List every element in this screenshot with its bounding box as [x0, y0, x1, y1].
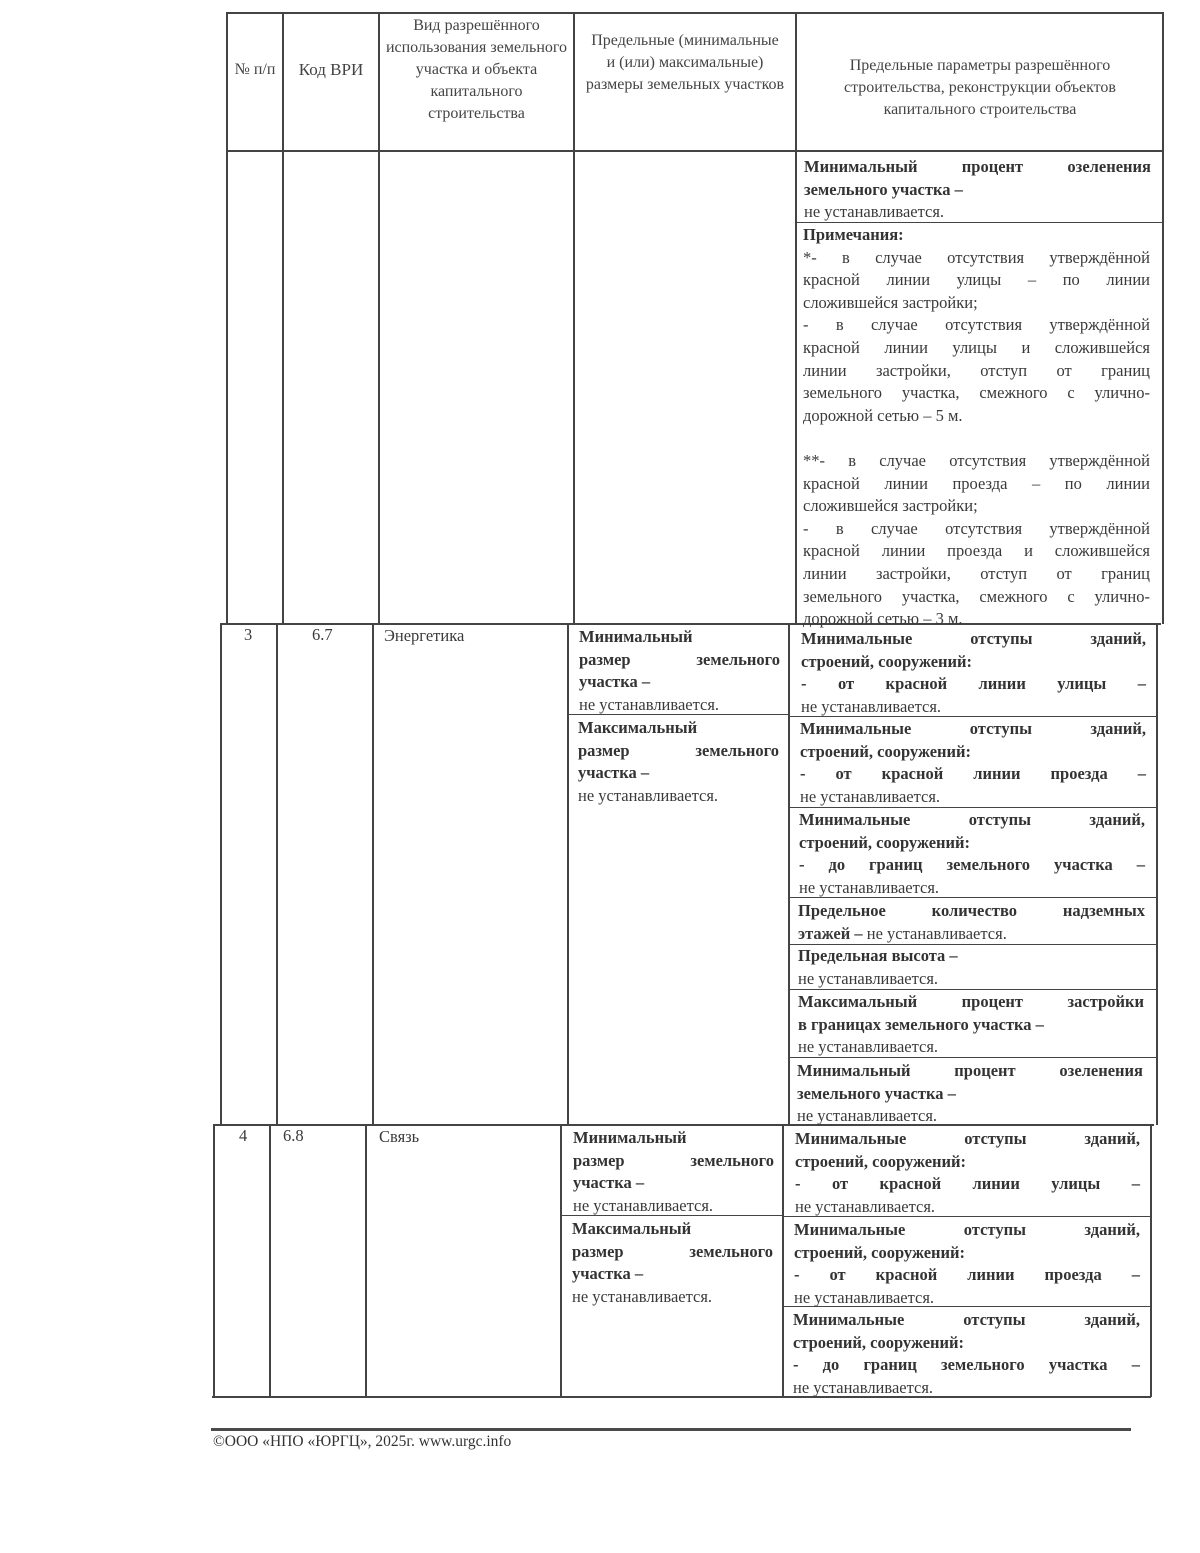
- rule-v5-c: [1150, 1124, 1152, 1397]
- param-line: этажей –: [798, 923, 863, 943]
- param-line: - до границ земельного участка –: [799, 855, 1145, 874]
- notes-line: - в случае отсутствия утверждённой: [803, 518, 1150, 538]
- param-line: - от красной линии улицы –: [795, 1174, 1140, 1193]
- cont-green: [804, 156, 1151, 224]
- param-line: - до границ земельного участка –: [793, 1355, 1140, 1374]
- size-line: не устанавливается.: [578, 785, 719, 805]
- rule-v3-a: [573, 12, 575, 624]
- param-line: строений, сооружений:: [793, 1332, 965, 1352]
- row3-param-3: [799, 809, 1145, 899]
- param-line: не устанавливается.: [799, 877, 940, 897]
- cont-green-value: не устанавливается.: [804, 202, 945, 221]
- notes-line: линии застройки, отступ от границ: [803, 360, 1150, 380]
- size-line: Максимальный: [572, 1219, 692, 1238]
- cont-green-title-1: Минимальный процент озеленения: [804, 157, 1151, 176]
- param-line: строений, сооружений:: [800, 741, 972, 761]
- rule-v4-c: [782, 1124, 784, 1397]
- param-line: не устанавливается.: [795, 1196, 936, 1216]
- rule-v5-a: [1162, 12, 1164, 624]
- row3-num: 3: [244, 625, 253, 644]
- notes-line: красной линии улицы – по линии: [803, 270, 1150, 290]
- param-line: строений, сооружений:: [794, 1242, 966, 1262]
- rule-v0-b: [220, 623, 222, 1125]
- footer-copyright: ©ООО «НПО «ЮРГЦ», 2025г. www.urgc.info: [213, 1433, 512, 1450]
- row4-min-size: [573, 1127, 774, 1217]
- param-line: Минимальные отступы зданий,: [794, 1220, 1140, 1239]
- cont-notes: [803, 224, 1150, 631]
- size-line: Максимальный: [578, 718, 698, 737]
- rule-v4-a: [795, 12, 797, 624]
- param-line: не устанавливается.: [866, 923, 1007, 943]
- row3-code: 6.7: [312, 625, 333, 644]
- param-line: строений, сооружений:: [795, 1151, 967, 1171]
- rule-v1-c: [269, 1124, 271, 1397]
- rule-v1-a: [282, 12, 284, 624]
- row4-code: 6.8: [283, 1126, 304, 1145]
- row3-param-6: [798, 991, 1144, 1059]
- notes-line: дорожной сетью – 5 м.: [803, 405, 963, 425]
- rule-v5-b: [1156, 623, 1158, 1125]
- param-line: Минимальные отступы зданий,: [793, 1310, 1140, 1329]
- cont-green-title-2: земельного участка –: [804, 179, 963, 199]
- row4-type: Связь: [379, 1127, 420, 1146]
- param-line: не устанавливается.: [797, 1106, 938, 1125]
- rule-v3-b: [567, 623, 569, 1125]
- header-sizes: Предельные (минимальные и (или) максимальные) размеры земельных участков: [585, 32, 785, 93]
- notes-line: земельного участка, смежного с улично-: [803, 383, 1150, 403]
- size-line: участка –: [578, 763, 650, 782]
- param-line: не устанавливается.: [800, 786, 941, 806]
- row3-param-7: [797, 1060, 1143, 1128]
- param-line: строений, сооружений:: [801, 651, 973, 671]
- header-params: Предельные параметры разрешённого строительства, реконструкции объектов капитального строительства: [844, 57, 1116, 118]
- rule-v0-c: [213, 1124, 215, 1397]
- param-line: - от красной линии проезда –: [794, 1265, 1140, 1284]
- size-line: не устанавливается.: [572, 1286, 713, 1306]
- param-line: Минимальные отступы зданий,: [800, 719, 1146, 738]
- param-line: не устанавливается.: [794, 1287, 935, 1307]
- row4-param-2: [794, 1219, 1140, 1309]
- param-line: Минимальные отступы зданий,: [795, 1129, 1140, 1148]
- notes-line: - в случае отсутствия утверждённой: [803, 315, 1150, 335]
- row3-param-1: [801, 628, 1146, 718]
- notes-blank: [803, 427, 1150, 450]
- row4-max-size: [572, 1218, 773, 1308]
- size-line: размер земельного: [579, 649, 780, 669]
- row3-param-5: [798, 945, 1145, 990]
- rule-v2-a: [378, 12, 380, 624]
- notes-line: сложившейся застройки;: [803, 496, 978, 516]
- size-line: не устанавливается.: [573, 1195, 714, 1215]
- row3-param-4: [798, 900, 1145, 945]
- notes-line: линии застройки, отступ от границ: [803, 563, 1150, 583]
- header-type: Вид разрешённого использования земельного участка и объекта капитального строительства: [385, 17, 568, 122]
- rule-v0-a: [226, 12, 228, 624]
- rule-v2-b: [372, 623, 374, 1125]
- rule-header-bottom: [226, 150, 1163, 152]
- param-line: - от красной линии проезда –: [800, 764, 1146, 783]
- row4-param-3: [793, 1309, 1140, 1399]
- size-line: участка –: [572, 1264, 644, 1283]
- size-line: размер земельного: [572, 1241, 773, 1261]
- footer-rule: [211, 1428, 1131, 1431]
- rule-top: [226, 12, 1163, 14]
- size-line: не устанавливается.: [579, 694, 720, 714]
- param-line: - от красной линии улицы –: [801, 674, 1146, 693]
- rule-v3-c: [560, 1124, 562, 1397]
- param-line: строений, сооружений:: [799, 832, 971, 852]
- notes-line: красной линии проезда – по линии: [803, 473, 1150, 493]
- notes-line: красной линии проезда и сложившейся: [803, 541, 1150, 561]
- notes-line: дорожной сетью – 3 м.: [803, 609, 963, 629]
- row4-num: 4: [239, 1126, 248, 1145]
- row3-param-2: [800, 718, 1146, 808]
- param-line: не устанавливается.: [793, 1377, 934, 1397]
- param-line: не устанавливается.: [798, 1037, 939, 1056]
- notes-line: красной линии улицы и сложившейся: [803, 337, 1150, 357]
- header-code: Код ВРИ: [298, 60, 364, 79]
- param-line: не устанавливается.: [798, 968, 939, 988]
- notes-line: *- в случае отсутствия утверждённой: [803, 247, 1150, 267]
- notes-line: сложившейся застройки;: [803, 292, 978, 312]
- header-num: № п/п: [234, 61, 276, 78]
- param-line: не устанавливается.: [801, 696, 942, 716]
- notes-line: **- в случае отсутствия утверждённой: [803, 450, 1150, 470]
- size-line: размер земельного: [578, 740, 779, 760]
- rule-v2-c: [365, 1124, 367, 1397]
- size-line: Минимальный: [573, 1128, 687, 1147]
- param-line: в границах земельного участка –: [798, 1014, 1044, 1034]
- size-line: Минимальный: [579, 627, 693, 646]
- row3-type: Энергетика: [384, 626, 465, 645]
- param-line: Максимальный процент застройки: [798, 992, 1144, 1011]
- param-line: Предельное количество надземных: [798, 901, 1145, 920]
- rule-v1-b: [276, 623, 278, 1125]
- notes-line: земельного участка, смежного с улично-: [803, 586, 1150, 606]
- param-line: Минимальный процент озеленения: [797, 1061, 1143, 1080]
- param-line: Предельная высота –: [798, 946, 958, 965]
- param-line: Минимальные отступы зданий,: [801, 629, 1146, 648]
- row3-min-size: [579, 626, 780, 716]
- rule-v4-b: [788, 623, 790, 1125]
- param-line: земельного участка –: [797, 1083, 956, 1103]
- size-line: размер земельного: [573, 1150, 774, 1170]
- row3-max-size: [578, 717, 779, 807]
- param-line: Минимальные отступы зданий,: [799, 810, 1145, 829]
- size-line: участка –: [579, 672, 651, 691]
- notes-title: Примечания:: [803, 225, 904, 244]
- size-line: участка –: [573, 1173, 645, 1192]
- row4-param-1: [795, 1128, 1140, 1218]
